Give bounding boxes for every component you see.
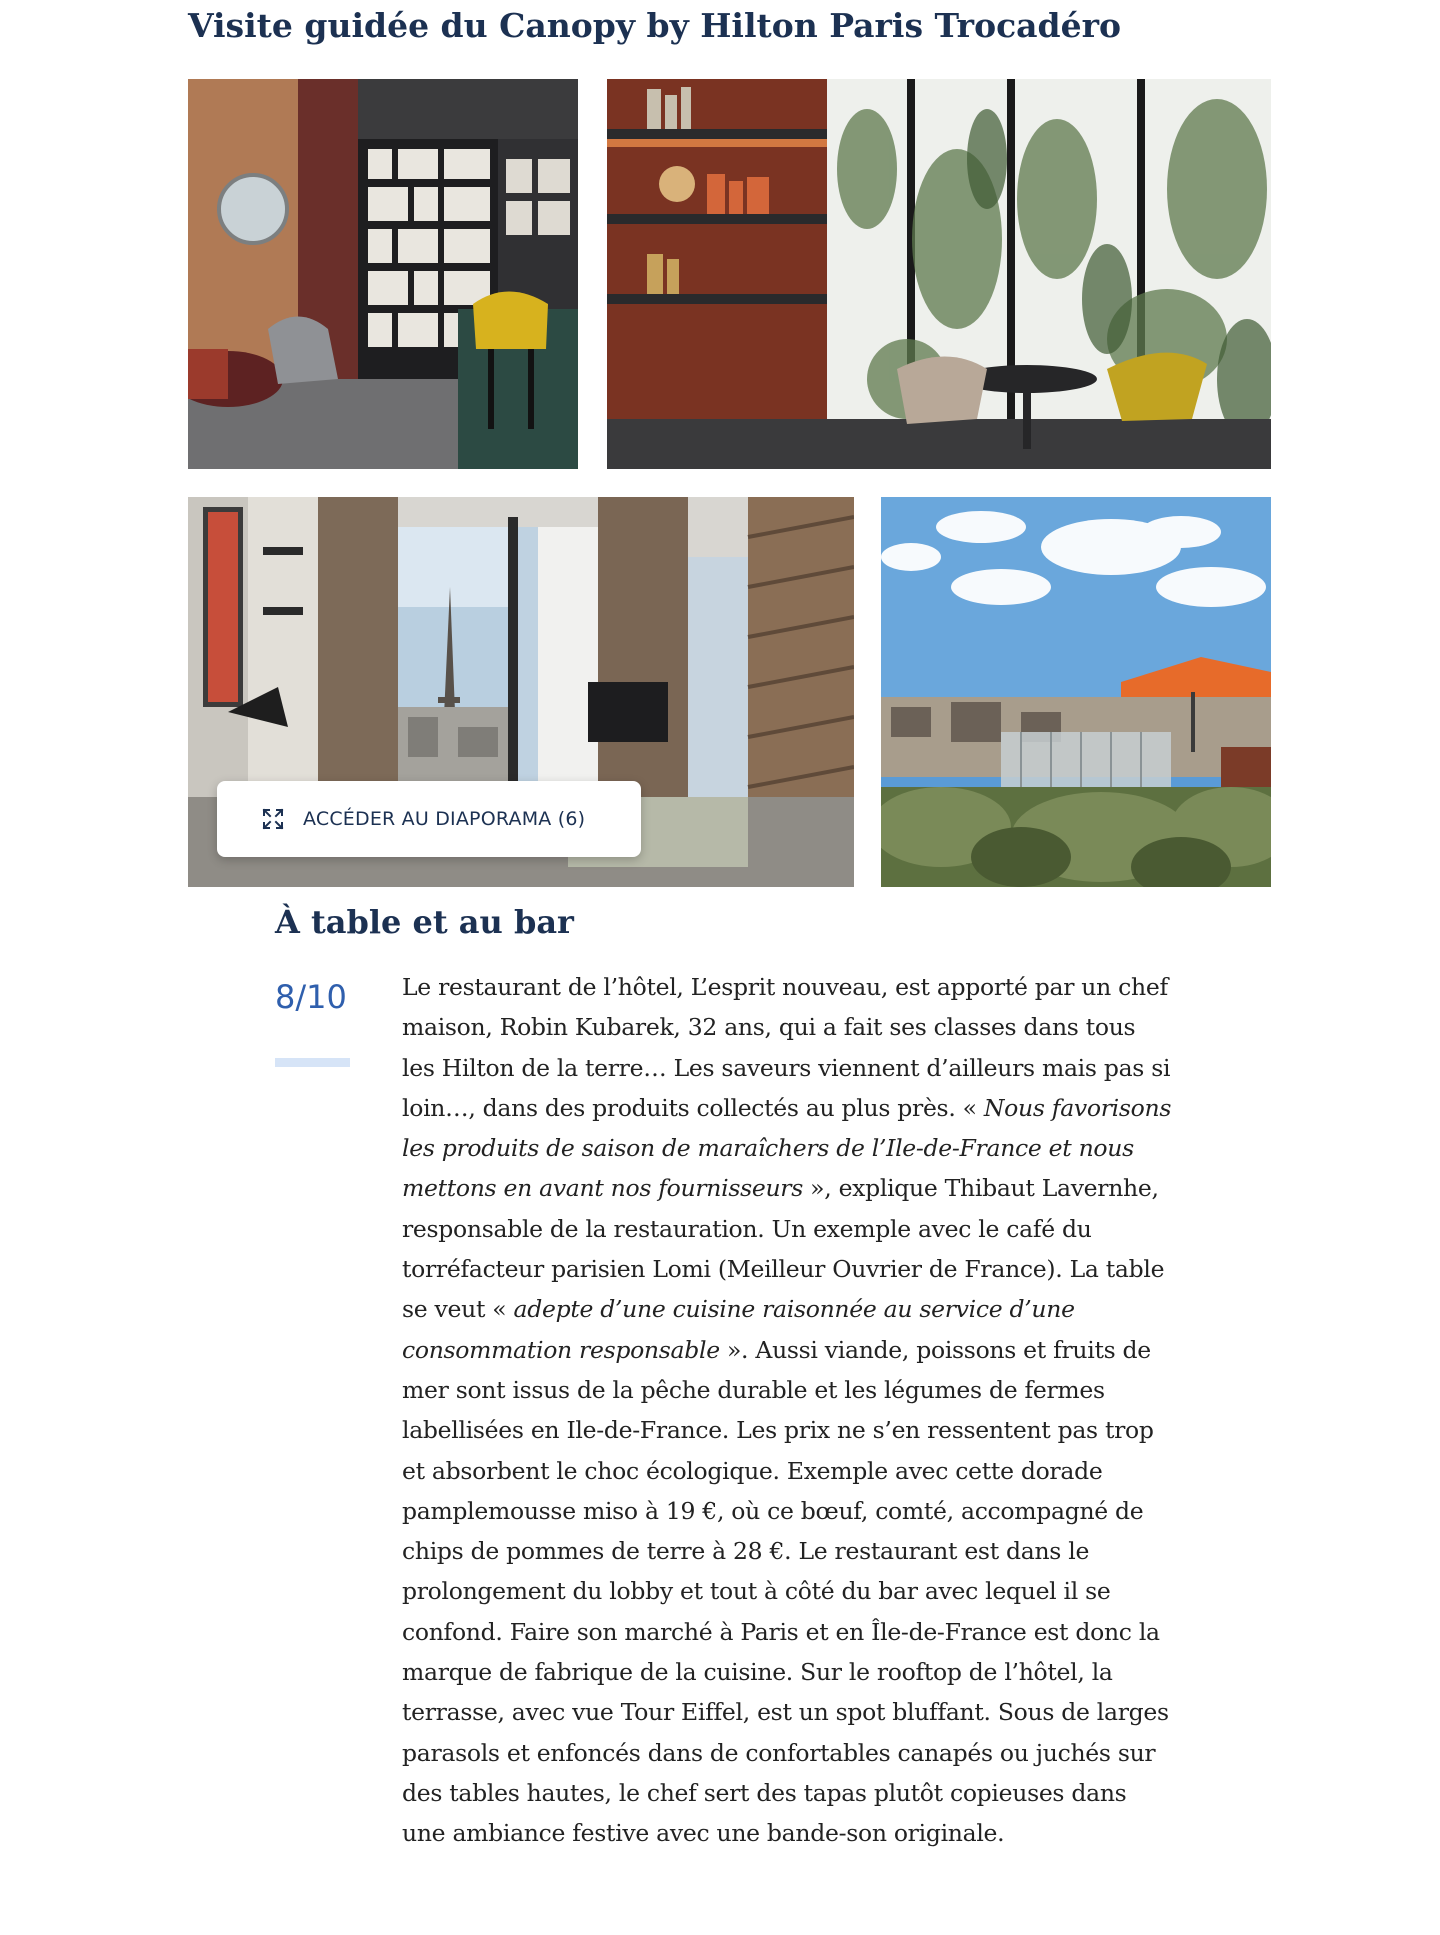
- paragraph-text: », explique Thibaut Lavernhe, responsable de la restauration. Un exemple avec le café du torréfacteur parisien Lomi (Meilleur Ouvrier de France). La table se veut «: [402, 1174, 1165, 1324]
- section-paragraph: [402, 967, 1172, 1854]
- rooftop-photo-illustration: [881, 497, 1271, 887]
- quote-text: adepte d’une cuisine raisonnée au service d’une consommation responsable: [402, 1295, 1075, 1364]
- paragraph-text: Le restaurant de l’hôtel, L’esprit nouveau, est apporté par un chef maison, Robin Kubarek, 32 ans, qui a fait ses classes dans tous les Hilton de la terre… Les saveurs viennent d’ailleurs mais pas si loin…, dans des produits collectés au plus près. «: [402, 973, 1171, 1122]
- section-title: À table et au bar: [275, 903, 574, 941]
- score-value: 8/10: [275, 978, 347, 1016]
- gallery-photo-lounge[interactable]: [607, 79, 1271, 469]
- lobby-photo-illustration: [188, 79, 578, 469]
- open-slideshow-button[interactable]: [217, 781, 641, 857]
- quote-text: Nous favorisons les produits de saison de maraîchers de l’Ile-de-France et nous mettons en avant nos fournisseurs: [402, 1093, 1172, 1203]
- expand-icon: [261, 807, 285, 831]
- lounge-photo-illustration: [607, 79, 1271, 469]
- open-slideshow-label: ACCÉDER AU DIAPORAMA (6): [303, 808, 586, 830]
- paragraph-text: ». Aussi viande, poissons et fruits de mer sont issus de la pêche durable et les légumes de fermes labellisées en Ile-de-France. Les prix ne s’en ressentent pas trop et absorbent le choc écologique. Exemple avec cette dorade pamplemousse miso à 19 €, où ce bœuf, comté, accompagné de chips de pommes de terre à 28 €. Le restaurant est dans le prolongement du lobby et tout à côté du bar avec lequel il se confond. Faire son marché à Paris et en Île-de-France est donc la marque de fabrique de la cuisine. Sur le rooftop de l’hôtel, la terrasse, avec vue Tour Eiffel, est un spot bluffant. Sous de larges parasols et enfoncés dans de confortables canapés ou juchés sur des tables hautes, le chef sert des tapas plutôt copieuses dans une ambiance festive avec une bande-son originale.: [402, 1335, 1169, 1848]
- gallery-photo-rooftop[interactable]: [881, 497, 1271, 887]
- gallery-title: Visite guidée du Canopy by Hilton Paris Trocadéro: [188, 6, 1122, 45]
- gallery-photo-lobby[interactable]: [188, 79, 578, 469]
- score-bar: [275, 1058, 350, 1067]
